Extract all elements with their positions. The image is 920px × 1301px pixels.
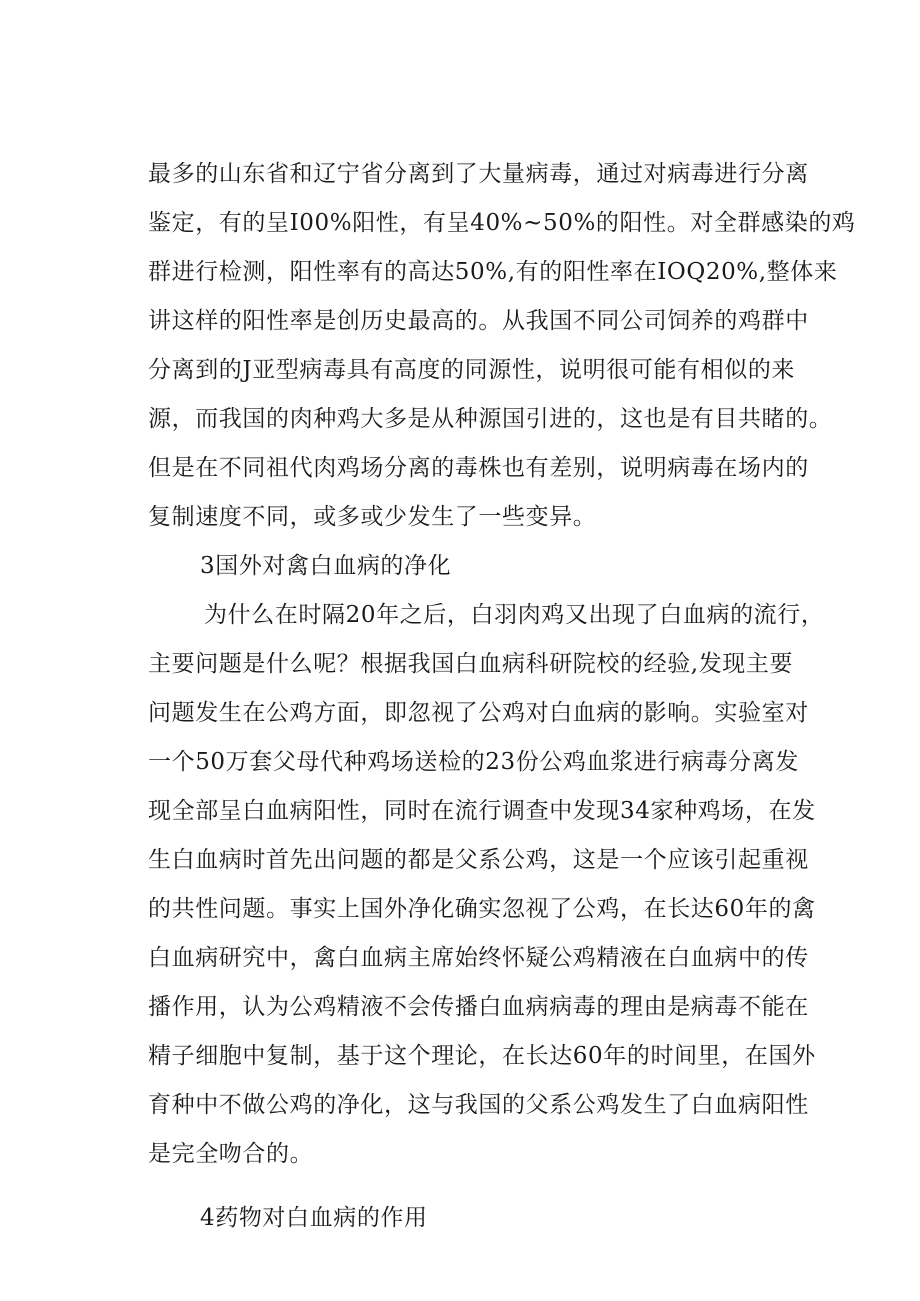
text-line: 一个50万套父母代种鸡场送检的23份公鸡血浆进行病毒分离发 — [148, 749, 799, 775]
text-line: 鉴定，有的呈I00%阳性，有呈40%~50%的阳性。对全群感染的鸡 — [148, 210, 856, 236]
text-line: 分离到的J亚型病毒具有高度的同源性，说明很可能有相似的来 — [148, 357, 796, 383]
text-line: 为什么在时隔20年之后，白羽肉鸡又出现了白血病的流行， — [204, 602, 825, 628]
text-line: 播作用，认为公鸡精液不会传播白血病病毒的理由是病毒不能在 — [148, 994, 809, 1020]
text-line: 最多的山东省和辽宁省分离到了大量病毒，通过对病毒进行分离 — [148, 161, 809, 187]
text-line: 问题发生在公鸡方面，即忽视了公鸡对白血病的影响。实验室对 — [148, 700, 809, 726]
text-line: 但是在不同祖代肉鸡场分离的毒株也有差别，说明病毒在场内的 — [148, 455, 809, 481]
text-line: 现全部呈白血病阳性，同时在流行调查中发现34家种鸡场，在发 — [148, 798, 816, 824]
text-line: 的共性问题。事实上国外净化确实忽视了公鸡，在长达60年的禽 — [148, 896, 816, 922]
text-line: 源，而我国的肉种鸡大多是从种源国引进的，这也是有目共睹的。 — [148, 406, 833, 432]
text-line: 精子细胞中复制，基于这个理论，在长达60年的时间里，在国外 — [148, 1043, 816, 1069]
text-line: 白血病研究中，禽白血病主席始终怀疑公鸡精液在白血病中的传 — [148, 945, 809, 971]
text-line: 讲这样的阳性率是创历史最高的。从我国不同公司饲养的鸡群中 — [148, 308, 809, 334]
section-heading: 4药物对白血病的作用 — [200, 1205, 428, 1231]
text-line: 群进行检测，阳性率有的高达50%,有的阳性率在IOQ20%,整体来 — [148, 259, 838, 285]
text-line: 复制速度不同，或多或少发生了一些变异。 — [148, 504, 597, 530]
text-line: 生白血病时首先出问题的都是父系公鸡，这是一个应该引起重视 — [148, 847, 809, 873]
text-line: 主要问题是什么呢？根据我国白血病科研院校的经验,发现主要 — [148, 651, 794, 677]
text-line: 是完全吻合的。 — [148, 1141, 314, 1167]
section-heading: 3国外对禽白血病的净化 — [200, 553, 452, 579]
text-line: 育种中不做公鸡的净化，这与我国的父系公鸡发生了白血病阳性 — [148, 1092, 809, 1118]
